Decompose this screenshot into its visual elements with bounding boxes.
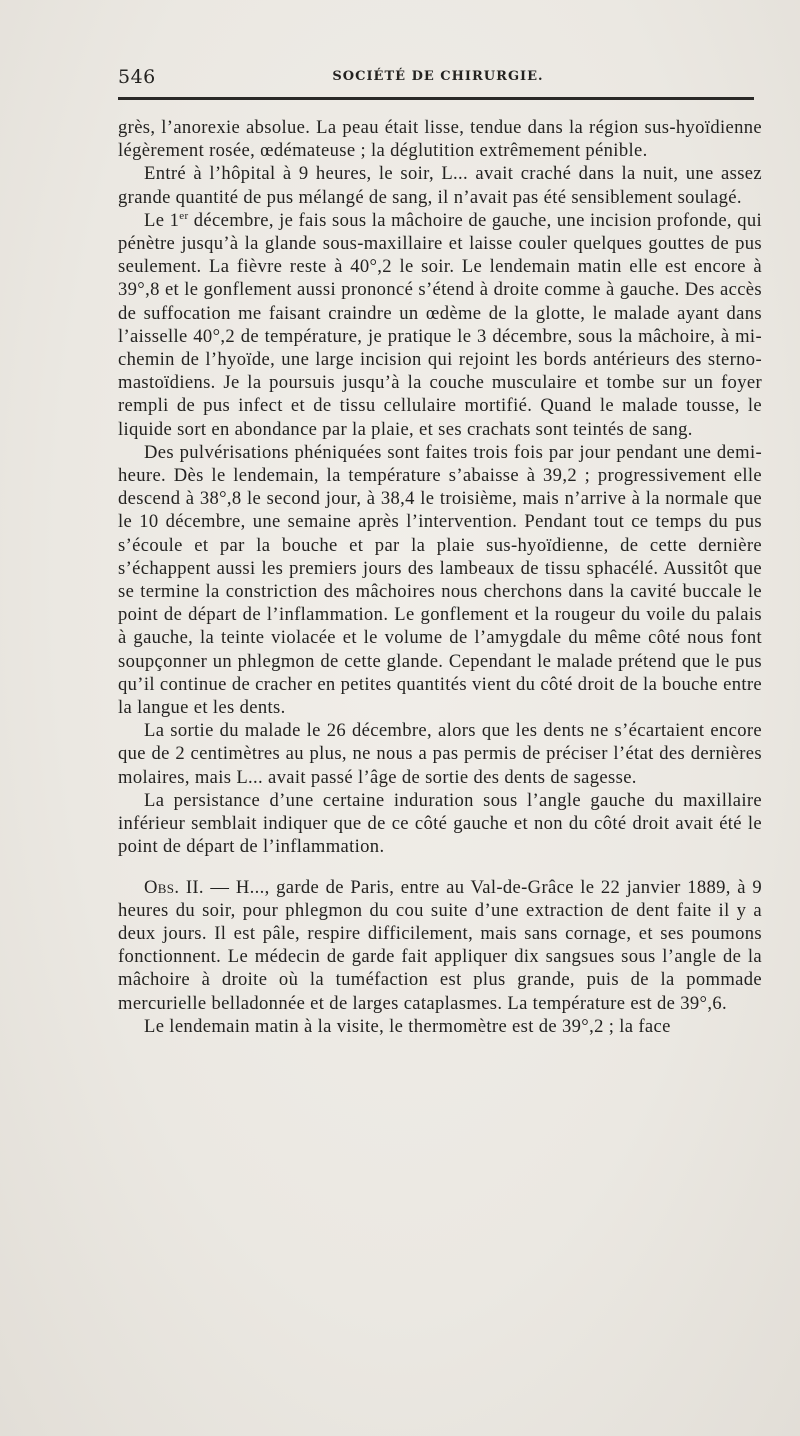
article-body <box>118 116 762 1038</box>
running-head <box>118 66 758 90</box>
observation-label: Obs. II. <box>144 876 204 898</box>
paragraph-1: grès, l’anorexie absolue. La peau était lisse, tendue dans la région sus-hyoïdienne légèrement rosée, œdémateuse ; la déglutition extrêmement pénible. <box>118 117 762 162</box>
paragraph-2: Entré à l’hôpital à 9 heures, le soir, L... avait craché dans la nuit, une assez grande quantité de pus mélangé de sang, il n’avait pas été sensiblement soulagé. <box>118 163 762 208</box>
paragraph-3 <box>118 209 762 441</box>
ordinal-superscript: er <box>179 209 189 222</box>
paragraph-5: La sortie du malade le 26 décembre, alors que les dents ne s’écartaient encore que de 2 centimètres au plus, ne nous a pas permis de préciser l’état des dernières molaires, mais L... avait passé l’âge de sortie des dents de sagesse. <box>118 720 762 788</box>
paragraph-4: Des pulvérisations phéniquées sont faites trois fois par jour pendant une demi-heure. Dès le lendemain, la température s’abaisse à 39,2 ; progressivement elle descend à 38°,8 le second jour, à 38,4 le troisième, mais n’arrive à la normale que le 10 décembre, une semaine après l’intervention. Pendant tout ce temps du pus s’écoule et par la bouche et par la plaie sus-hyoïdienne, de cette dernière s’échappent aussi les premiers jours des lambeaux de tissu sphacélé. Aussitôt que se termine la constriction des mâchoires nous cherchons dans la cavité buccale le point de départ de l’inflammation. Le gonflement et la rougeur du voile du palais à gauche, la teinte violacée et le volume de l’amygdale du même côté nous font soupçonner un phlegmon de cette glande. Cependant le malade prétend que le pus qu’il continue de cracher en petites quantités vient du côté droit de la bouche entre la langue et les dents. <box>118 441 762 719</box>
paragraph-observation-2 <box>118 876 762 1015</box>
paragraph-6: La persistance d’une certaine induration sous l’angle gauche du maxillaire inférieur semblait indiquer que de ce côté gauche et non du côté droit avait été le point de départ de l’inflammation. <box>118 789 762 858</box>
page-number: 546 <box>118 66 156 88</box>
paragraph-8: Le lendemain matin à la visite, le thermomètre est de 39°,2 ; la face <box>144 1015 671 1037</box>
observation-2-text: — H..., garde de Paris, entre au Val-de-Grâce le 22 janvier 1889, à 9 heures du soir, pour phlegmon du cou suite d’une extraction de dent faite il y a deux jours. Il est pâle, respire difficilement, mais sans cornage, et ses poumons fonctionnent. Le médecin de garde fait appliquer dix sangsues sous l’angle de la mâchoire à droite où la tuméfaction est plus grande, puis de la pommade mercurielle belladonnée et de larges cataplasmes. La température est de 39°,6. <box>118 876 762 1014</box>
paragraph-3-text: décembre, je fais sous la mâchoire de gauche, une incision profonde, qui pénètre jusqu’à la glande sous-maxillaire et laisse couler quelques gouttes de pus seulement. La fièvre reste à 40°,2 le soir. Le lendemain matin elle est encore à 39°,8 et le gonflement aussi prononcé s’étend à droite comme à gauche. Des accès de suffocation me faisant craindre un œdème de la glotte, le malade ayant dans l’aisselle 40°,2 de température, je pratique le 3 décembre, sous la mâchoire, à mi-chemin de l’hyoïde, une large incision qui rejoint les bords antérieurs des sterno-mastoïdiens. Je la poursuis jusqu’à la couche musculaire et tombe sur un foyer rempli de pus infect et de tissu cellulaire mortifié. Quand le malade tousse, le liquide sort en abondance par la plaie, et ses crachats sont teintés de sang. <box>118 209 763 440</box>
header-rule <box>118 97 754 100</box>
paragraph-3-lead: Le 1 <box>144 209 180 231</box>
running-title: SOCIÉTÉ DE CHIRURGIE. <box>332 69 544 84</box>
